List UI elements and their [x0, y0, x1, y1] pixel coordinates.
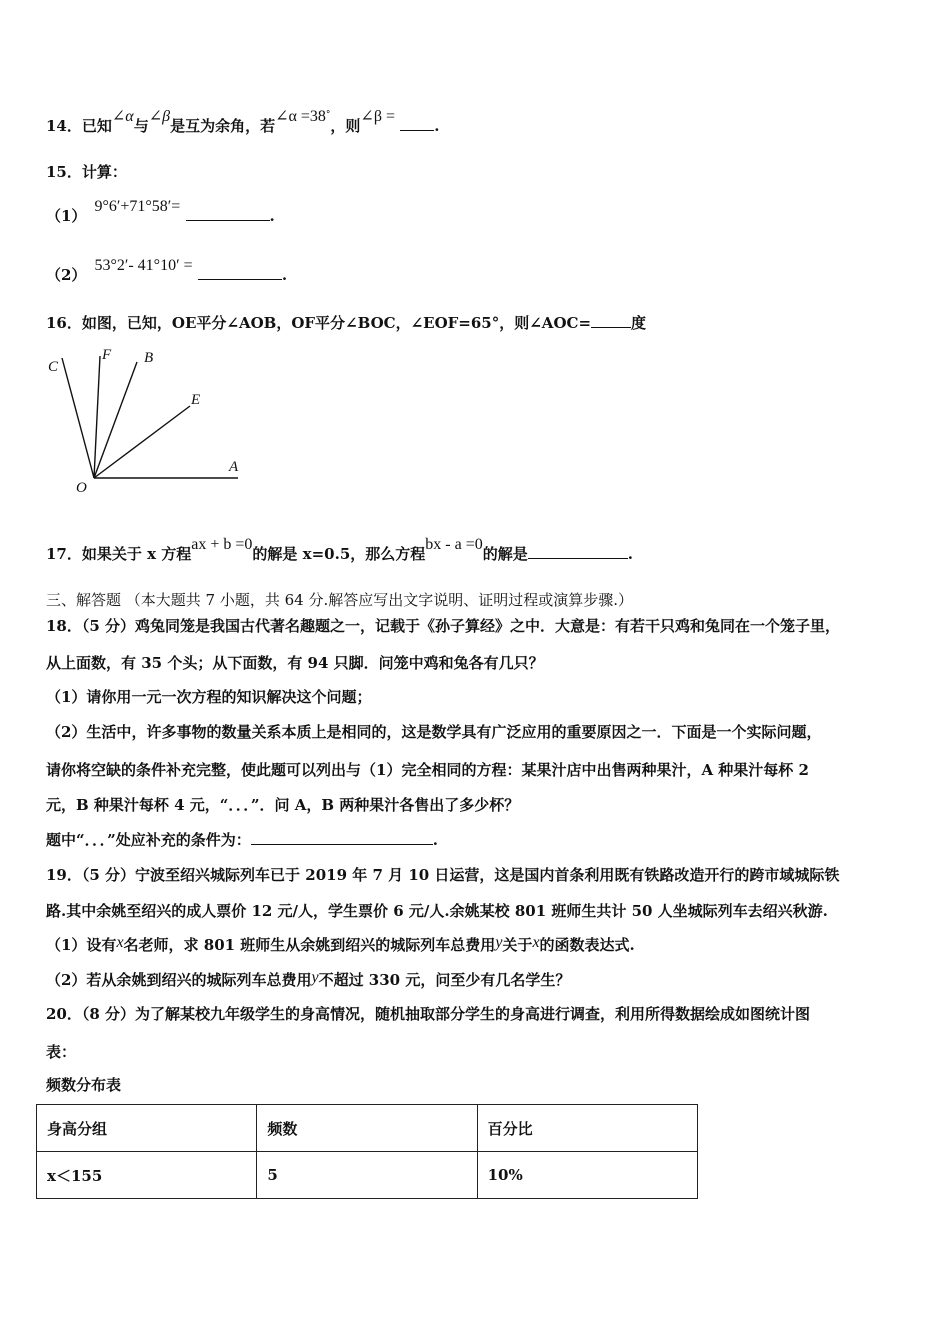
- answer-blank-15-2: [198, 265, 282, 280]
- label-A: A: [229, 459, 239, 475]
- frequency-table: [36, 1104, 698, 1199]
- angle-alpha-value: ∠α =38: [275, 108, 326, 125]
- label-F: F: [102, 347, 112, 363]
- cell-frequency: 5: [257, 1152, 477, 1199]
- q18-line4: （2）生活中，许多事物的数量关系本质上是相同的，这是数学具有广泛应用的重要原因之一．下面是一个实际问题，: [46, 723, 822, 741]
- angle-alpha: ∠α: [111, 108, 134, 125]
- section-3-heading: 三、解答题 （本大题共 7 小题，共 64 分.解答应写出文字说明、证明过程或演算步骤.）: [46, 591, 634, 609]
- label-O: O: [76, 480, 87, 496]
- cell-percentage: 10%: [477, 1152, 697, 1199]
- q15-part1: （1）9°6′+71°58′= .: [46, 198, 275, 225]
- label-E: E: [191, 392, 201, 408]
- answer-blank-15-1: [186, 206, 270, 221]
- q15-expr1: 9°6′+71°58′=: [94, 198, 181, 215]
- ray-OB: [94, 362, 137, 478]
- q19-line3: （1）设有x名老师，求 801 班师生从余姚到绍兴的城际列车总费用y关于x的函数表达式.: [46, 934, 635, 954]
- q17-line: 17．如果关于 x 方程ax + b =0的解是 x=0.5，那么方程bx - a =0的解是 .: [46, 536, 633, 563]
- answer-blank-14: [400, 116, 434, 131]
- var-x-2: x: [532, 934, 540, 951]
- table-row: [37, 1152, 698, 1199]
- answer-blank-17: [528, 544, 628, 559]
- q19-line1: 19．（5 分）宁波至绍兴城际列车已于 2019 年 7 月 10 日运营，这是国内首条利用既有铁路改造开行的跨市域城际铁: [46, 866, 840, 884]
- table-title: 频数分布表: [46, 1076, 122, 1094]
- angle-beta-ask: ∠β =: [360, 108, 395, 125]
- angle-beta: ∠β: [148, 108, 171, 125]
- answer-blank-16: [591, 313, 631, 328]
- q18-line1: 18．（5 分）鸡兔同笼是我国古代著名趣题之一，记载于《孙子算经》之中．大意是：有若干只鸡和兔同在一个笼子里，: [46, 617, 841, 635]
- table-header-row: [37, 1105, 698, 1152]
- var-x: x: [116, 934, 124, 951]
- q16-line: 16．如图，已知，OE平分∠AOB，OF平分∠BOC，∠EOF=65°，则∠AOC= 度: [46, 314, 647, 332]
- q18-line2: 从上面数，有 35 个头；从下面数，有 94 只脚．问笼中鸡和兔各有几只？: [46, 654, 544, 672]
- header-percentage: 百分比: [477, 1105, 697, 1152]
- var-y-2: y: [311, 969, 319, 986]
- q15-title: 15．计算：: [46, 163, 127, 181]
- label-C: C: [48, 359, 59, 375]
- header-frequency: 频数: [257, 1105, 477, 1152]
- cell-height-group: x＜155: [37, 1152, 257, 1199]
- header-height-group: 身高分组: [37, 1105, 257, 1152]
- q15-part2: （2）53°2′- 41°10′ = .: [46, 257, 288, 284]
- label-B: B: [144, 350, 154, 366]
- q20-line2: 表：: [46, 1043, 77, 1061]
- q18-line7: 题中“．．．”处应补充的条件为： .: [46, 831, 438, 849]
- q18-line6: 元，B 种果汁每杯 4 元，“．．．”．问 A，B 两种果汁各售出了多少杯？: [46, 796, 520, 814]
- angle-diagram: [40, 340, 250, 500]
- q19-line2: 路.其中余姚至绍兴的成人票价 12 元/人，学生票价 6 元/人.余姚某校 801 班师生共计 50 人坐城际列车去绍兴秋游.: [46, 902, 828, 920]
- ray-OE: [94, 406, 190, 478]
- ray-OF: [94, 356, 100, 478]
- q14-line: 14．已知∠α与∠β是互为余角，若∠α =38°，则∠β = .: [46, 108, 440, 135]
- var-y: y: [495, 934, 503, 951]
- q20-line1: 20．（8 分）为了解某校九年级学生的身高情况，随机抽取部分学生的身高进行调查，利用所得数据绘成如图统计图: [46, 1005, 811, 1023]
- q19-line4: （2）若从余姚到绍兴的城际列车总费用y不超过 330 元，问至少有几名学生？: [46, 969, 571, 989]
- q17-eq1: ax + b =0: [191, 536, 253, 553]
- answer-blank-18: [251, 830, 433, 845]
- q17-eq2: bx - a =0: [425, 536, 483, 553]
- q18-line5: 请你将空缺的条件补充完整，使此题可以列出与（1）完全相同的方程：某果汁店中出售两种果汁，A 种果汁每杯 2: [46, 761, 809, 779]
- q15-expr2: 53°2′- 41°10′ =: [94, 257, 193, 274]
- q18-line3: （1）请你用一元一次方程的知识解决这个问题；: [46, 688, 372, 706]
- ray-OC: [62, 358, 94, 478]
